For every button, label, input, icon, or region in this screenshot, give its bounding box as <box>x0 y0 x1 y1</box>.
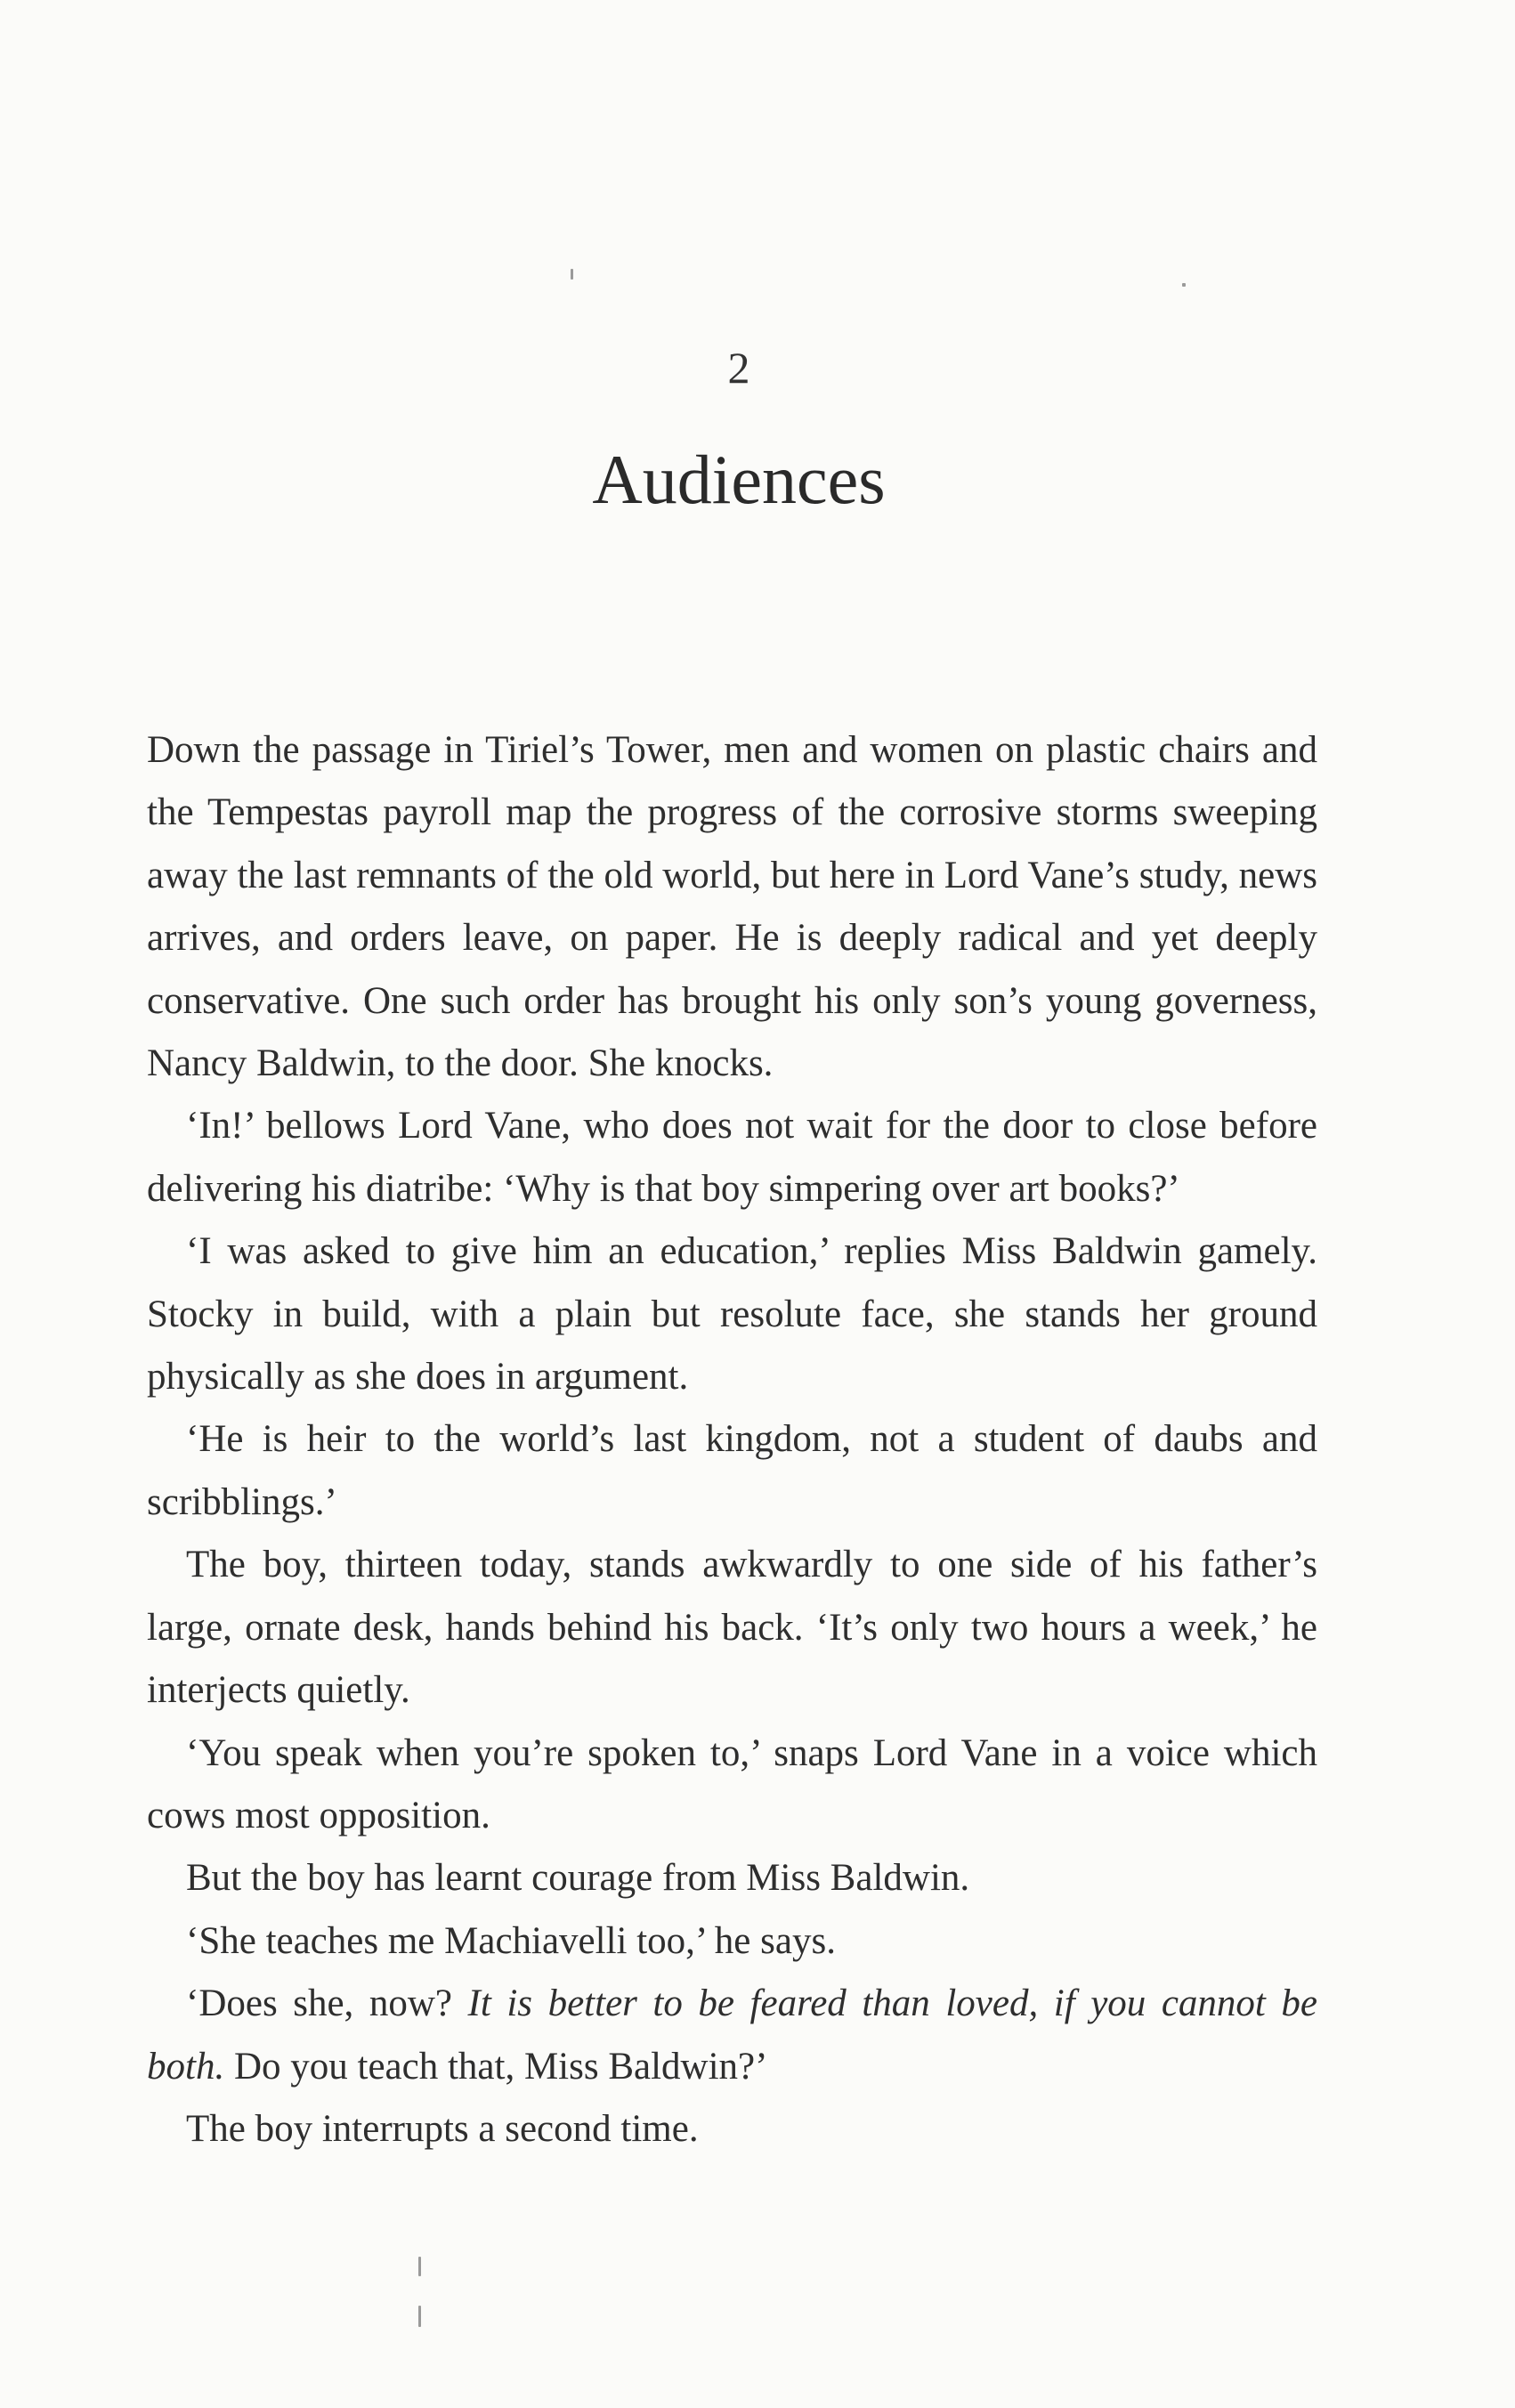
text-run: ‘Does she, now? <box>186 1982 468 2025</box>
paragraph <box>147 1723 1317 1848</box>
text-run: ‘She teaches me Machiavelli too,’ he says. <box>186 1919 836 1962</box>
scan-speck <box>418 2257 421 2276</box>
paragraph <box>147 1847 1317 1909</box>
paragraph <box>147 1408 1317 1534</box>
scan-speck <box>1182 283 1186 287</box>
text-run: The boy interrupts a second time. <box>186 2107 699 2150</box>
paragraph <box>147 2098 1317 2161</box>
italic-quote: It is better to be feared than loved, if you cannot be both. <box>147 1982 1317 2088</box>
text-run: ‘He is heir to the world’s last kingdom, not a student of daubs and scribblings.’ <box>147 1418 1317 1523</box>
text-run: Down the passage in Tiriel’s Tower, men and women on plastic chairs and the Tempestas payroll map the progress of the corrosive storms sweeping away the last remnants of the old world, but here in Lord Vane’s study, news arrives, and orders leave, on paper. He is deeply radical and yet deeply conservative. One such order has brought his only son’s young governess, Nancy Baldwin, to the door. She knocks. <box>147 729 1317 1085</box>
text-run: ‘You speak when you’re spoken to,’ snaps Lord Vane in a voice which cows most opposition. <box>147 1731 1317 1836</box>
chapter-number: 2 <box>727 343 750 393</box>
text-run: But the boy has learnt courage from Miss Baldwin. <box>186 1857 970 1900</box>
scan-speck <box>418 2306 421 2327</box>
paragraph <box>147 719 1317 1095</box>
text-run: ‘In!’ bellows Lord Vane, who does not wait for the door to close before delivering his diatribe: ‘Why is that boy simpering over art books?’ <box>147 1105 1317 1210</box>
paragraph <box>147 1220 1317 1408</box>
paragraph <box>147 1973 1317 2098</box>
text-run: Do you teach that, Miss Baldwin?’ <box>224 2045 768 2088</box>
paragraph <box>147 1095 1317 1220</box>
paragraph <box>147 1910 1317 1973</box>
body-text <box>147 719 1317 2161</box>
scan-speck <box>571 269 573 280</box>
text-run: ‘I was asked to give him an education,’ replies Miss Baldwin gamely. Stocky in build, with a plain but resolute face, she stands her ground physically as she does in argument. <box>147 1230 1317 1399</box>
text-run: The boy, thirteen today, stands awkwardly to one side of his father’s large, ornate desk, hands behind his back. ‘It’s only two hours a week,’ he interjects quietly. <box>147 1544 1317 1712</box>
chapter-title: Audiences <box>592 441 886 518</box>
paragraph <box>147 1534 1317 1722</box>
